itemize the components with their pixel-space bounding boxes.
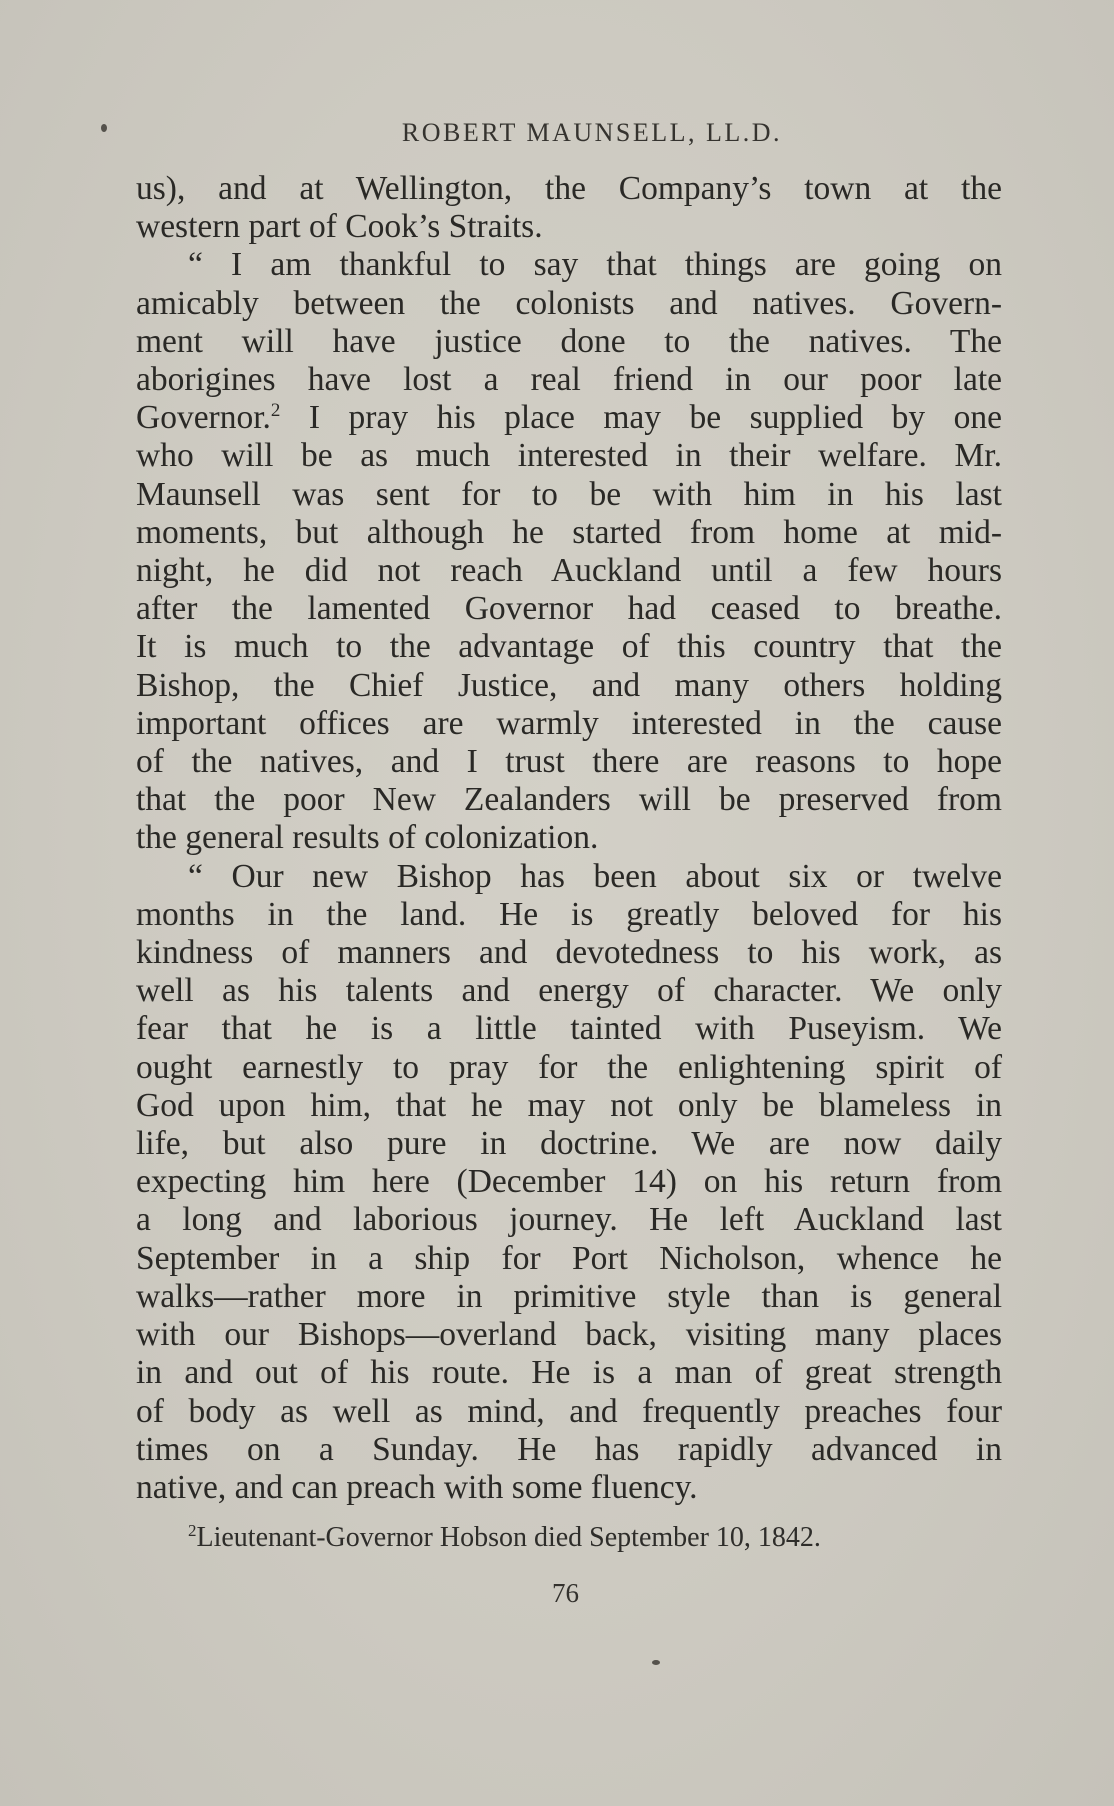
text-line: night, he did not reach Auckland until a few hours [136,552,1002,590]
text-line: of the natives, and I trust there are reasons to hope [136,743,1002,781]
text-line: Bishop, the Chief Justice, and many others holding [136,666,1002,704]
text-line: us), and at Wellington, the Company’s town at the [136,170,1002,207]
text-line: Maunsell was sent for to be with him in his last [136,475,1002,513]
text-line: ment will have justice done to the natives. The [136,322,1002,360]
footnote-marker: 2 [188,1521,197,1540]
text-line: important offices are warmly interested in the cause [136,704,1002,742]
text-line: that the poor New Zealanders will be preserved from [136,781,1002,819]
text-line: well as his talents and energy of character. We only [136,972,1002,1010]
text-line: of body as well as mind, and frequently preaches four [136,1392,1002,1430]
text-line: times on a Sunday. He has rapidly advanced in [136,1430,1002,1468]
text-line: native, and can preach with some fluency. [136,1468,698,1506]
text-line: God upon him, that he may not only be blameless in [136,1086,1002,1124]
running-head: ROBERT MAUNSELL, LL.D. [401,118,783,147]
text-line: fear that he is a little tainted with Puseyism. We [136,1010,1002,1048]
text-line: who will be as much interested in their welfare. Mr. [136,437,1002,475]
footnote [188,1522,988,1554]
text-line: a long and laborious journey. He left Auckland last [136,1201,1002,1239]
text-line: after the lamented Governor had ceased to breathe. [136,590,1002,628]
text-line: walks—rather more in primitive style than is general [136,1277,1002,1315]
text-line: with our Bishops—overland back, visiting many places [136,1316,1002,1354]
text-line: in and out of his route. He is a man of great strength [136,1354,1002,1392]
text-line: life, but also pure in doctrine. We are now daily [136,1125,1002,1163]
text-line: the general results of colonization. [136,819,599,857]
paragraph-start-line: “ Our new Bishop has been about six or twelve [188,857,1002,895]
text-line: months in the land. He is greatly beloved for his [136,895,1002,933]
text-segment: Governor. [136,399,271,437]
text-line-with-footnote-ref [136,399,1002,437]
text-line: expecting him here (December 14) on his return from [136,1163,1002,1201]
footnote-reference: 2 [270,400,281,422]
text-line: aborigines have lost a real friend in our poor late [136,361,1002,399]
print-speck-bottom [652,1660,660,1665]
text-line: kindness of manners and devotedness to his work, as [136,934,1002,972]
text-segment: I pray his place may be supplied by one [308,399,1003,437]
paragraph-start-line: “ I am thankful to say that things are going on [188,246,1002,284]
page-number: 76 [552,1578,579,1608]
body-text [136,170,1002,1507]
text-line: ought earnestly to pray for the enlightening spirit of [136,1048,1002,1086]
text-line: amicably between the colonists and natives. Govern- [136,284,1002,322]
footnote-text: Lieutenant-Governor Hobson died September 10, 1842. [196,1522,821,1553]
text-line: moments, but although he started from home at mid- [136,513,1002,551]
text-line: It is much to the advantage of this country that the [136,628,1002,666]
text-line: September in a ship for Port Nicholson, whence he [136,1239,1002,1277]
text-line: western part of Cook’s Straits. [136,208,543,246]
